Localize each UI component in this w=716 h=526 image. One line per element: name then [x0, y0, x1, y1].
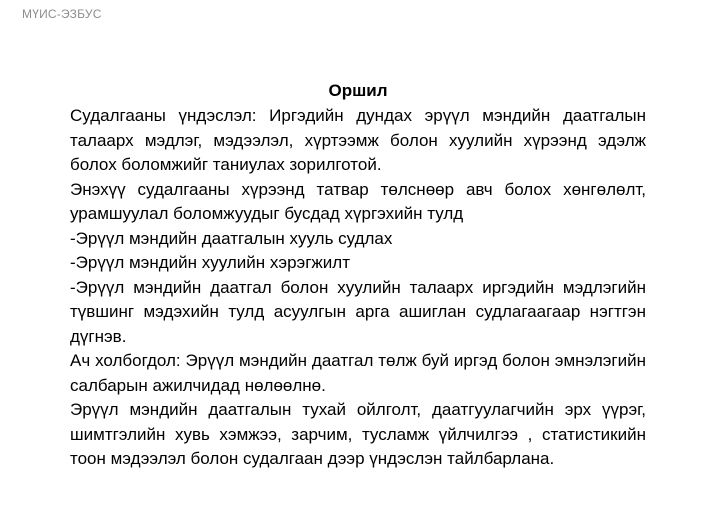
- header-label: МҮИС-ЭЗБУС: [22, 7, 102, 21]
- list-item-law-study: -Эрүүл мэндийн даатгалын хууль судлах: [70, 228, 393, 248]
- paragraph-significance: Ач холбогдол: Эрүүл мэндийн даатгал төлж буй иргэд болон эмнэлэгийн салбарын ажилчидад нөлөөлнө.: [70, 351, 646, 395]
- paragraph-explanation: Эрүүл мэндийн даатгалын тухай ойлголт, даатгуулагчийн эрх үүрэг, шимтгэлийн хувь хэмжээ, зарчим, тусламж үйлчилгээ , статистикийн тоон мэдээлэл болон судалгаан дээр үндэслэн тайлбарлана.: [70, 400, 646, 468]
- paragraph-rationale: Судалгааны үндэслэл: Иргэдийн дундах эрүүл мэндийн даатгалын талаарх мэдлэг, мэдээлэл, хүртээмж болон хуулийн хүрээнд эдэлж болох боломжийг таниулах зорилготой.: [70, 106, 646, 174]
- list-item-knowledge-survey: -Эрүүл мэндийн даатгал болон хуулийн талаарх иргэдийн мэдлэгийн түвшинг мэдэхийн тулд асуулгын арга ашиглан судлагаагаар нэгтгэн дүгнэв.: [70, 277, 646, 346]
- document-title: Оршил: [328, 81, 388, 100]
- list-item-law-implementation: -Эрүүл мэндийн хуулийн хэрэгжилт: [70, 253, 350, 272]
- document-body: [70, 104, 646, 472]
- paragraph-scope: Энэхүү судалгааны хүрээнд татвар төлснөөр авч болох хөнгөлөлт, урамшуулал боломжуудыг бусдад хүргэхийн тулд: [70, 179, 646, 223]
